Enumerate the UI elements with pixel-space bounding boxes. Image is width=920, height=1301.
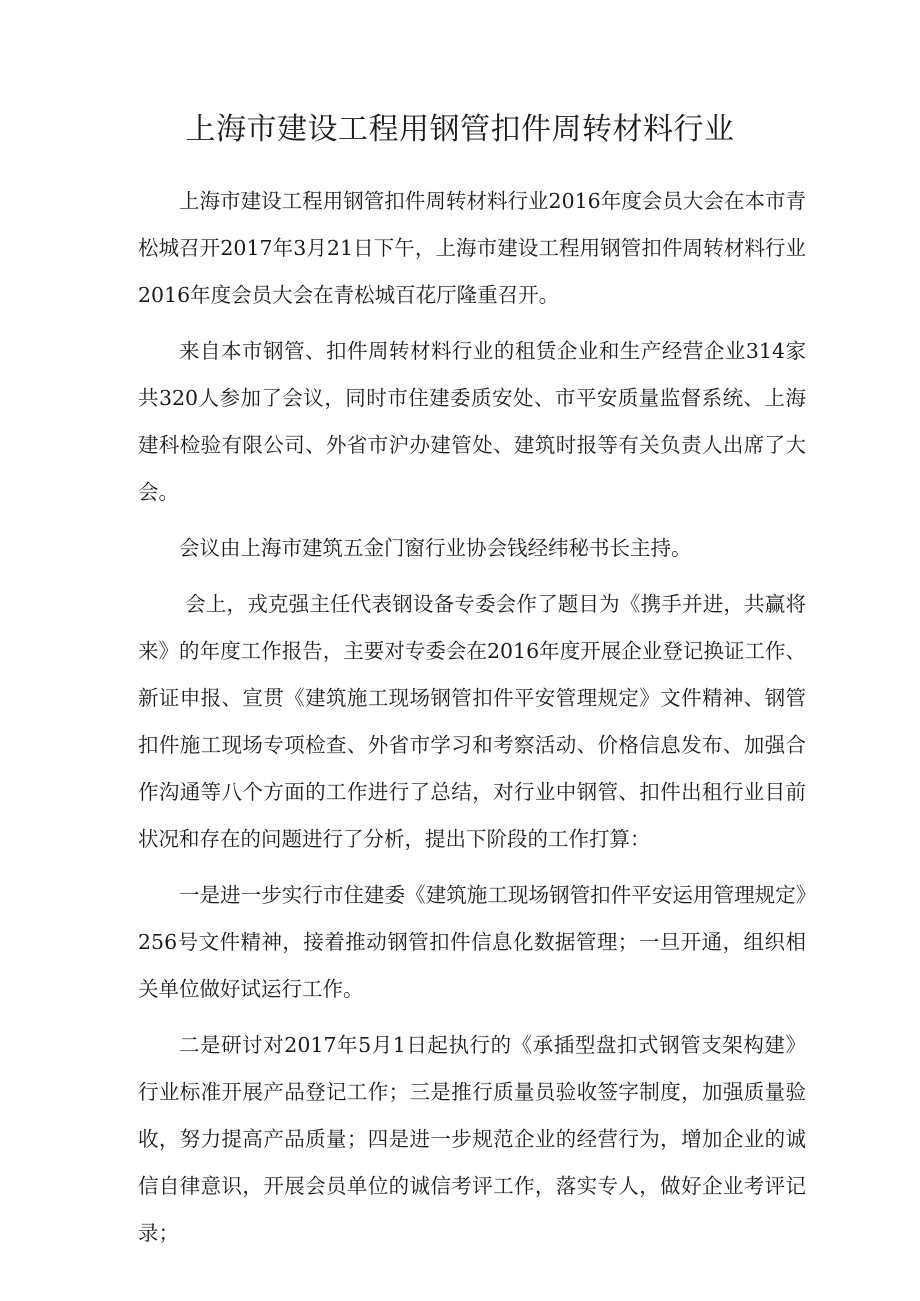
paragraph-plan-one: 一是进一步实行市住建委《建筑施工现场钢管扣件平安运用管理规定》256号文件精神，接着推动钢管扣件信息化数据管理；一旦开通，组织相关单位做好试运行工作。	[138, 883, 806, 1001]
paragraph-host: 会议由上海市建筑五金门窗行业协会钱经纬秘书长主持。	[179, 536, 692, 560]
paragraph-annual-report: 会上，戎克强主任代表钢设备专委会作了题目为《携手并进，共赢将来》的年度工作报告，主要对专委会在2016年度开展企业登记换证工作、新证申报、宣贯《建筑施工现场钢管扣件平安管理规定》文件精神、钢管扣件施工现场专项检查、外省市学习和考察活动、价格信息发布、加强合作沟通等八个方面的工作进行了总结，对行业中钢管、扣件出租行业目前状况和存在的问题进行了分析，提出下阶段的工作打算：	[138, 592, 806, 851]
paragraph-plan-two-to-four: 二是研讨对2017年5月1日起执行的《承插型盘扣式钢管支架构建》行业标准开展产品登记工作；三是推行质量员验收签字制度，加强质量验收，努力提高产品质量；四是进一步规范企业的经营行为，增加企业的诚信自律意识，开展会员单位的诚信考评工作，落实专人，做好企业考评记录；	[138, 1033, 806, 1245]
document-title: 上海市建设工程用钢管扣件周转材料行业	[185, 112, 735, 147]
paragraph-meeting-intro: 上海市建设工程用钢管扣件周转材料行业2016年度会员大会在本市青松城召开2017年3月21日下午，上海市建设工程用钢管扣件周转材料行业2016年度会员大会在青松城百花厅隆重召开。	[138, 189, 806, 307]
paragraph-attendees: 来自本市钢管、扣件周转材料行业的租赁企业和生产经营企业314家共320人参加了会议，同时市住建委质安处、市平安质量监督系统、上海建科检验有限公司、外省市沪办建管处、建筑时报等有关负责人出席了大会。	[138, 339, 806, 504]
document-body	[138, 178, 806, 1257]
